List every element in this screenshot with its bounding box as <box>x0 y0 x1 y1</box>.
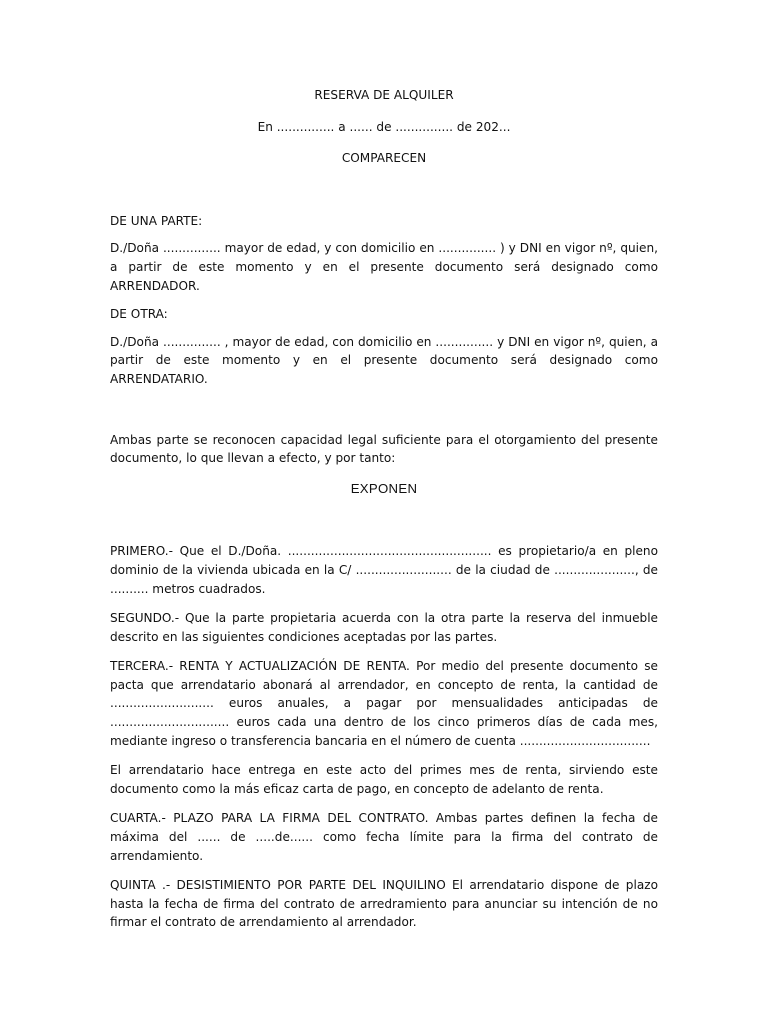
clause-quinta: QUINTA .- DESISTIMIENTO POR PARTE DEL INQUILINO El arrendatario dispone de plazo hasta la fecha de firma del contrato de arredramiento para anunciar su intención de no firmar el contrato de arrendamiento al arrendador. <box>110 878 658 930</box>
clause-primero: PRIMERO.- Que el D./Doña. ..................................................... es propietario/a en pleno dominio de la vivienda ubicada en la C/ ......................... de la ciudad de ....................., de .......... metros cuadrados. <box>110 544 658 596</box>
document-title: RESERVA DE ALQUILER <box>314 88 454 102</box>
party-one-text: D./Doña ............... mayor de edad, y con domicilio en ............... ) y DNI en vigor nº, quien, a partir de este momento y en el presente documento será designado como ARRENDADOR. <box>110 241 658 293</box>
heading-comparecen: COMPARECEN <box>341 151 427 166</box>
party-two-text: D./Doña ............... , mayor de edad, con domicilio en ............... y DNI en vigor nº, quien, a partir de este momento y en el presente documento será designado como ARRENDATARIO. <box>110 334 658 386</box>
clause-segundo: SEGUNDO.- Que la parte propietaria acuerda con la otra parte la reserva del inmueble descrito en las siguientes condiciones aceptadas por las partes. <box>110 611 658 644</box>
date-line: En ............... a ...... de ............... de 202... <box>257 119 511 134</box>
clause-renta-entrega: El arrendatario hace entrega en este acto del primes mes de renta, sirviendo este documento como la más eficaz carta de pago, en concepto de adelanto de renta. <box>110 763 658 796</box>
clause-cuarta: CUARTA.- PLAZO PARA LA FIRMA DEL CONTRATO. Ambas partes definen la fecha de máxima del ...... de .....de...... como fecha límite para la firma del contrato de arrendamiento. <box>110 811 658 863</box>
heading-exponen: EXPONEN <box>350 480 418 496</box>
party-two-label: DE OTRA: <box>110 307 168 322</box>
clause-tercera: TERCERA.- RENTA Y ACTUALIZACIÓN DE RENTA. Por medio del presente documento se pacta que arrendatario abonará al arrendador, en concepto de renta, la cantidad de ........................... euros anuales, a pagar por mensualidades anticipadas de ............................... euros cada una dentro de los cinco primeros días de cada mes, mediante ingreso o transferencia bancaria en el número de cuenta .................................. <box>110 659 658 748</box>
party-one-label: DE UNA PARTE: <box>110 213 203 228</box>
document-page <box>110 86 658 943</box>
capacity-paragraph: Ambas parte se reconocen capacidad legal suficiente para el otorgamiento del presente documento, lo que llevan a efecto, y por tanto: <box>110 432 658 466</box>
